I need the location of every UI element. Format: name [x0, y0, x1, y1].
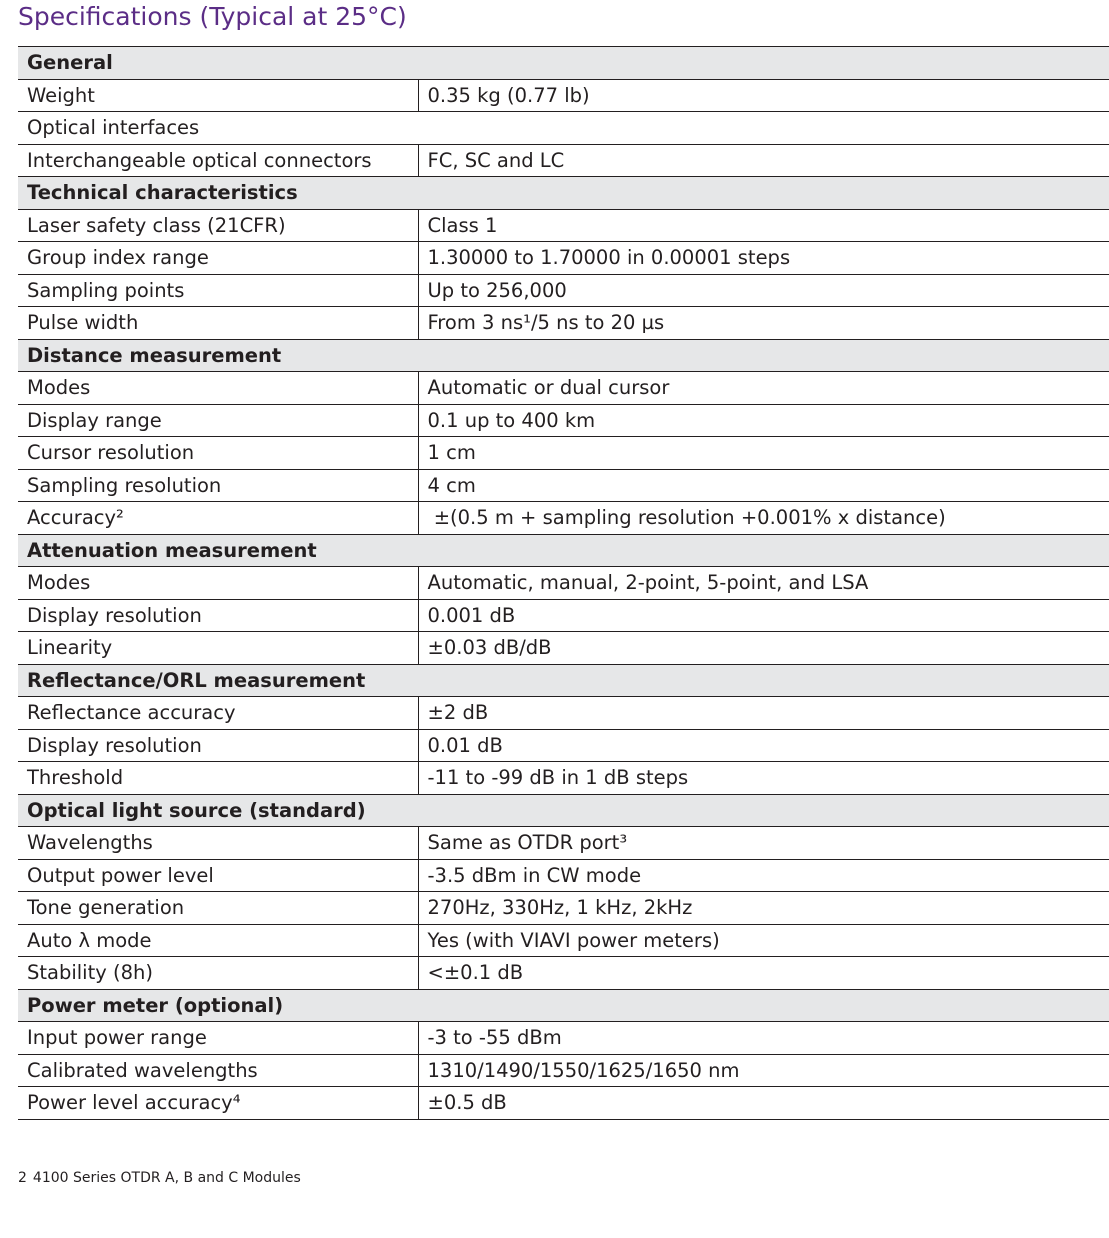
spec-value: Automatic, manual, 2-point, 5-point, and LSA — [418, 567, 1109, 600]
spec-value: FC, SC and LC — [418, 144, 1109, 177]
spec-label: Sampling points — [18, 274, 418, 307]
spec-value: Up to 256,000 — [418, 274, 1109, 307]
section-heading: Power meter (optional) — [18, 989, 1109, 1022]
table-row — [18, 274, 1109, 307]
spec-value: 0.001 dB — [418, 599, 1109, 632]
spec-label: Accuracy² — [18, 502, 418, 535]
spec-label: Reflectance accuracy — [18, 697, 418, 730]
spec-label: Stability (8h) — [18, 957, 418, 990]
section-heading: Distance measurement — [18, 339, 1109, 372]
spec-value: 1.30000 to 1.70000 in 0.00001 steps — [418, 242, 1109, 275]
table-row — [18, 1054, 1109, 1087]
spec-label: Group index range — [18, 242, 418, 275]
table-row — [18, 827, 1109, 860]
spec-label: Modes — [18, 567, 418, 600]
spec-value: -3.5 dBm in CW mode — [418, 859, 1109, 892]
table-row — [18, 209, 1109, 242]
table-row — [18, 469, 1109, 502]
spec-label: Modes — [18, 372, 418, 405]
spec-label: Weight — [18, 79, 418, 112]
spec-label: Display range — [18, 404, 418, 437]
spec-value: 4 cm — [418, 469, 1109, 502]
spec-value: From 3 ns¹/5 ns to 20 µs — [418, 307, 1109, 340]
table-row — [18, 957, 1109, 990]
spec-label: Linearity — [18, 632, 418, 665]
page-footer — [18, 1170, 301, 1186]
section-header-row — [18, 534, 1109, 567]
spec-label: Optical interfaces — [18, 112, 1109, 145]
spec-label: Cursor resolution — [18, 437, 418, 470]
spec-label: Sampling resolution — [18, 469, 418, 502]
spec-label: Display resolution — [18, 599, 418, 632]
spec-label: Output power level — [18, 859, 418, 892]
table-row — [18, 762, 1109, 795]
table-row — [18, 1087, 1109, 1120]
spec-label: Tone generation — [18, 892, 418, 925]
spec-value: 0.35 kg (0.77 lb) — [418, 79, 1109, 112]
spec-value: Same as OTDR port³ — [418, 827, 1109, 860]
table-row — [18, 892, 1109, 925]
section-header-row — [18, 47, 1109, 80]
table-row — [18, 599, 1109, 632]
section-header-row — [18, 339, 1109, 372]
section-heading: Reflectance/ORL measurement — [18, 664, 1109, 697]
table-row — [18, 307, 1109, 340]
table-row — [18, 372, 1109, 405]
spec-label: Input power range — [18, 1022, 418, 1055]
section-header-row — [18, 664, 1109, 697]
spec-value: -3 to -55 dBm — [418, 1022, 1109, 1055]
table-row — [18, 437, 1109, 470]
page-title: Specifications (Typical at 25°C) — [18, 2, 407, 31]
page-number: 2 — [18, 1170, 27, 1186]
spec-value: 0.01 dB — [418, 729, 1109, 762]
table-row — [18, 79, 1109, 112]
table-row — [18, 567, 1109, 600]
table-row — [18, 859, 1109, 892]
section-heading: Technical characteristics — [18, 177, 1109, 210]
table-row — [18, 632, 1109, 665]
spec-label: Auto λ mode — [18, 924, 418, 957]
spec-label: Wavelengths — [18, 827, 418, 860]
table-row — [18, 502, 1109, 535]
specifications-table — [18, 46, 1109, 1120]
spec-value: 0.1 up to 400 km — [418, 404, 1109, 437]
spec-label: Display resolution — [18, 729, 418, 762]
table-row — [18, 144, 1109, 177]
spec-value: Automatic or dual cursor — [418, 372, 1109, 405]
specifications-table-body — [18, 47, 1109, 1120]
spec-value: <±0.1 dB — [418, 957, 1109, 990]
section-header-row — [18, 794, 1109, 827]
spec-value: ±0.5 dB — [418, 1087, 1109, 1120]
spec-value: ±0.03 dB/dB — [418, 632, 1109, 665]
table-row — [18, 1022, 1109, 1055]
spec-value: Class 1 — [418, 209, 1109, 242]
spec-value: ±2 dB — [418, 697, 1109, 730]
table-row — [18, 404, 1109, 437]
section-heading: Optical light source (standard) — [18, 794, 1109, 827]
spec-label: Laser safety class (21CFR) — [18, 209, 418, 242]
spec-label: Pulse width — [18, 307, 418, 340]
table-row — [18, 697, 1109, 730]
spec-value: 1310/1490/1550/1625/1650 nm — [418, 1054, 1109, 1087]
section-header-row — [18, 989, 1109, 1022]
section-heading: General — [18, 47, 1109, 80]
table-row — [18, 242, 1109, 275]
spec-value: ±(0.5 m + sampling resolution +0.001% x distance) — [418, 502, 1109, 535]
spec-value: Yes (with VIAVI power meters) — [418, 924, 1109, 957]
footer-doc-title: 4100 Series OTDR A, B and C Modules — [32, 1170, 301, 1186]
section-heading: Attenuation measurement — [18, 534, 1109, 567]
section-header-row — [18, 177, 1109, 210]
spec-value: 270Hz, 330Hz, 1 kHz, 2kHz — [418, 892, 1109, 925]
spec-value: -11 to -99 dB in 1 dB steps — [418, 762, 1109, 795]
spec-label: Interchangeable optical connectors — [18, 144, 418, 177]
table-row — [18, 112, 1109, 145]
spec-label: Calibrated wavelengths — [18, 1054, 418, 1087]
spec-value: 1 cm — [418, 437, 1109, 470]
table-row — [18, 924, 1109, 957]
spec-label: Power level accuracy⁴ — [18, 1087, 418, 1120]
spec-label: Threshold — [18, 762, 418, 795]
table-row — [18, 729, 1109, 762]
